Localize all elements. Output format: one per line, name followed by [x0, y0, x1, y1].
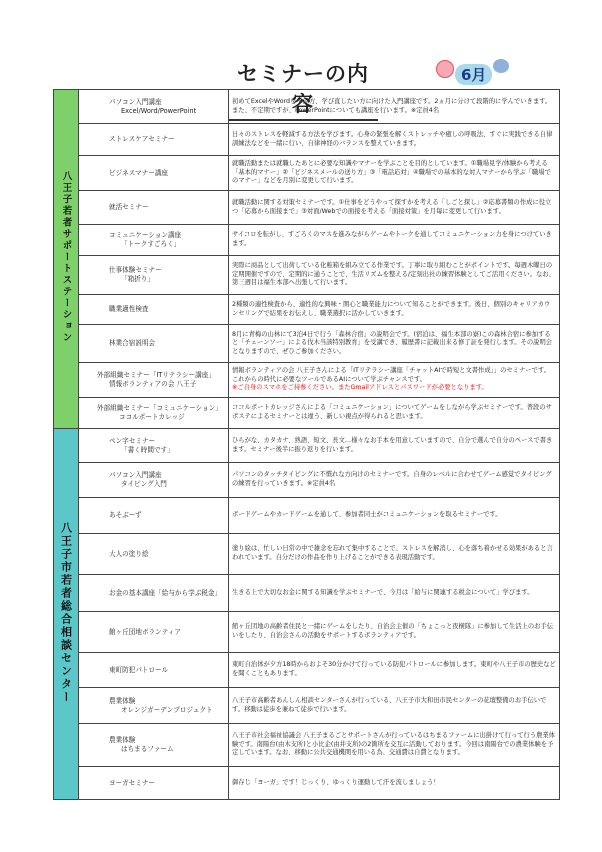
seminar-name: お金の基本講座「給与から学ぶ税金」	[79, 575, 229, 612]
seminar-description: 就職活動に関する対策セミナーです。①仕事をどうやって探すかを考える「しごと探し」②応募書類の作成に役立つ「応募から面接まで」③対面/Webでの面接を考える「面接対策」を月毎に変更して行います。	[229, 191, 560, 225]
table-row	[54, 463, 560, 498]
seminar-description: 8月に青梅の山林にて3泊4日で行う「森林合宿」の説明会です。(宿泊は、福生本部の寮)この森林合宿に参加すると「チェーンソー」による伐木当該特別教育」を受講でき、履歴書に記載出来る修了証を発行します。その説明会となりますので、ぜひご参加ください。	[229, 325, 560, 363]
seminar-description: 日々のストレスを軽減する方法を学びます。心身の緊張を解くストレッチや癒しの呼吸法、すぐに実践できる自律訓練法などを一緒に行い、自律神経のバランスを整えていきます。	[229, 124, 560, 156]
sun-icon	[436, 60, 454, 78]
section-label-youth-center: 八王子市若者総合相談センター	[54, 429, 79, 800]
table-row	[54, 429, 560, 463]
table-row	[54, 653, 560, 688]
seminar-description: 東町自治体が夕方18時からおよそ30分かけて行っている防犯パトロールに参加します。東町や八王子市の歴史などを聞くこともあります。	[229, 653, 560, 688]
table-row	[54, 295, 560, 325]
table-row	[54, 767, 560, 800]
seminar-description: 実際に商品として出荷している化粧箱を組み立てる作業です。丁寧に取り組むことがポイントです。毎週木曜日の定期開催ですので、定期的に通うことで、生活リズムを整える/定刻出社の練習体験としてご活用ください。なお、第三週目は福生本部へ出張して行います。	[229, 256, 560, 295]
table-row	[54, 191, 560, 225]
table-row	[54, 325, 560, 363]
seminar-description: 生きる上で大切なお金に関する知識を学ぶセミナーで、今月は「給与に関連する税金について」学びます。	[229, 575, 560, 612]
table-row	[54, 156, 560, 191]
seminar-description: 八王子市高齢者あんしん相談センターさんが行っている、八王子市大和田市民センターの花壇整備のお手伝いです。移動は徒歩を兼ねて徒歩で行います。	[229, 688, 560, 724]
seminar-name: 大人の塗り絵	[79, 534, 229, 575]
table-row	[54, 534, 560, 575]
month-badge: 6月	[455, 64, 492, 85]
seminar-description: 塗り絵は、忙しい日常の中で雑念を忘れて集中することで、ストレスを解消し、心を落ち着かせる効果があると言われています。自分だけの作品を作り上げることができる表現活動です。	[229, 534, 560, 575]
seminar-description: ひらがな、カタカナ、熟語、短文、長文…様々なお手本を用意していますので、自分で選んで自分のペースで書きます。セミナー後半に振り返りを行います。	[229, 429, 560, 463]
table-row	[54, 124, 560, 156]
table-row	[54, 225, 560, 256]
smartphone-note: ※ご自身のスマホをご持参ください。またGmailアドレスとパスワードが必要となります。	[232, 384, 488, 392]
seminar-description: 2種類の適性検査から、適性的な興味・関心と職業能力について知ることができます。後日、個別のキャリアカウンセリングで結果をお伝えし、職業選択に活かしていきます。	[229, 295, 560, 325]
seminar-name: 就活セミナー	[79, 191, 229, 225]
seminar-description: ココルポートカレッジさんによる「コミュニケーション」についてゲームをしながら学ぶセミナーです。普段のサポステによるセミナーとは違う、新しい視点が得られると思います。	[229, 398, 560, 429]
seminar-name: 仕事体験セミナー 「箱折り」	[79, 256, 229, 295]
page-title: セミナーの内容	[228, 58, 378, 121]
table-row	[54, 612, 560, 653]
table-row	[54, 498, 560, 534]
seminar-name: パソコン入門講座 Excel/Word/PowerPoint	[79, 90, 229, 124]
seminar-name: 館ヶ丘団地ボランティア	[79, 612, 229, 653]
seminar-name: ビジネスマナー講座	[79, 156, 229, 191]
table-row	[54, 256, 560, 295]
seminar-name: 外部組織セミナー「ITリテラシー講座」 情報ボランティアの会 八王子	[79, 363, 229, 398]
seminar-name: ストレスケアセミナー	[79, 124, 229, 156]
table-row	[54, 575, 560, 612]
seminar-table	[53, 89, 560, 800]
seminar-description: パソコンのタッチタイピングに不慣れな方向けのセミナーです。自身のレベルに合わせてゲーム感覚でタイピングの練習を行っていきます。※定員4名	[229, 463, 560, 498]
seminar-name: 農業体験 はちまるファーム	[79, 724, 229, 767]
seminar-description: サイコロを転がし、すごろくのマスを進みながらゲームやトークを通してコミュニケーション力を身につけていきます。	[229, 225, 560, 256]
seminar-name: 職業適性検査	[79, 295, 229, 325]
seminar-description: 館ヶ丘団地の高齢者住民と一緒にゲームをしたり、自治会主催の「ちょこっと夜横隊」に参加して生活上のお手伝いをしたり、自治会さんの活動をサポートするボランティアです。	[229, 612, 560, 653]
seminar-name: ヨーガセミナー	[79, 767, 229, 800]
seminar-description: 御存じ「ヨーガ」です！じっくり、ゆっくり運動して汗を流しましょう！	[229, 767, 560, 800]
seminar-name: 東町防犯パトロール	[79, 653, 229, 688]
seminar-description: 就職活動または就職したあとに必要な知識やマナーを学ぶことを目的としています。①職場見学/体験から考える「基本的マナー」②「ビジネスメールの送り方」③「電話応対」④職場での基本的な対人マナーから学ぶ「職場でのマナー」などを月別に変更して行います。	[229, 156, 560, 191]
seminar-description: 初めてExcelやWordを学ぶ方、学び直したい方に向けた入門講座です。2ヵ月に分けて段階的に学んでいきます。また、不定期ですが、PowerPointについても講座を行います。※定員4名	[229, 90, 560, 124]
section-label-support-station: 八王子若者サポートステーション	[54, 90, 79, 429]
seminar-name: あそぶーず	[79, 498, 229, 534]
table-row	[54, 363, 560, 398]
seminar-name: パソコン入門講座 タイピング入門	[79, 463, 229, 498]
cloud-icon	[493, 59, 509, 73]
seminar-name: 外部組織セミナー「コミュニケーション」 ココルポートカレッジ	[79, 398, 229, 429]
seminar-description: 八王子市社会福祉協議会 八王子まるごとサポートさんが行っているはちまるファームに出掛けて行って行う農業体験です。南陽台(由木支所)と小比企(由井支所)の2箇所を交互に活動しております。今回は南陽台での農業体験を予定しています。なお、移動に公共交通機関を用いる為、交通費は自費となります。	[229, 724, 560, 767]
table-row	[54, 398, 560, 429]
table-row	[54, 688, 560, 724]
seminar-name: ペン字セミナー 「書く時間です」	[79, 429, 229, 463]
seminar-description: 情報ボランティアの会 八王子さんによる「ITリテラシー講座「チャットAIで時短と文書作成」」のセミナーです。これからの時代に必要なツールであるAIについて学ぶチャンスです。 ※ご自身のスマホをご持参ください。またGmailアドレスとパスワードが必要となります。	[229, 363, 560, 398]
table-row	[54, 724, 560, 767]
seminar-name: 農業体験 オレンジガーデンプロジェクト	[79, 688, 229, 724]
seminar-name: コミュニケーション講座 「トークすごろく」	[79, 225, 229, 256]
seminar-description: ボードゲームやカードゲームを通して、参加者同士がコミュニケーションを取るセミナーです。	[229, 498, 560, 534]
table-row	[54, 90, 560, 124]
seminar-name: 林業合宿説明会	[79, 325, 229, 363]
